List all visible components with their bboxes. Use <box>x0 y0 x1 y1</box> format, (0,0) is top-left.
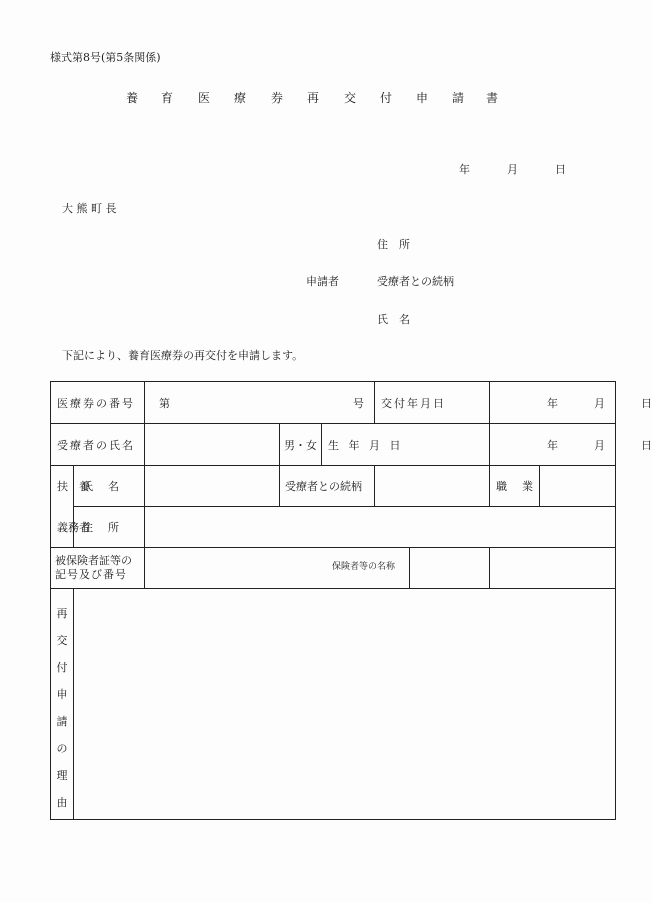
obligor-name-input[interactable] <box>145 466 280 507</box>
issue-date-label-cell <box>375 382 490 424</box>
reason-char: 理 <box>56 769 68 782</box>
obligor-relation-label-cell <box>280 466 375 507</box>
obligor-relation-label: 受療者との続柄 <box>285 480 362 493</box>
title-char: 医 <box>198 91 211 105</box>
issue-date-input[interactable] <box>490 382 652 424</box>
date-year-label: 年 <box>459 163 470 176</box>
obligor-job-label: 職 業 <box>496 480 536 493</box>
title-char: 交 <box>344 91 357 105</box>
obligor-address-label: 住 所 <box>82 521 121 534</box>
obligor-job-label-cell <box>490 466 540 507</box>
application-table <box>50 381 652 820</box>
cert-number-label-cell <box>51 382 145 424</box>
go-label: 号 <box>353 396 365 410</box>
birth-month-label: 月 <box>594 438 606 452</box>
insurer-name-input[interactable] <box>490 548 616 589</box>
table-row <box>51 382 616 424</box>
applicant-group-label: 申請者 <box>306 275 339 288</box>
support-obligor-label-2: 義務者 <box>57 520 90 534</box>
date-day-label: 日 <box>555 163 566 176</box>
sex-select-cell[interactable] <box>280 424 322 466</box>
issue-month-label: 月 <box>594 396 606 410</box>
insured-number-label-cell <box>51 548 145 589</box>
title-char: 養 <box>126 91 139 105</box>
birth-date-label: 生 年 月 日 <box>328 438 404 452</box>
addressee: 大 熊 町 長 <box>62 202 117 215</box>
obligor-name-label: 氏 名 <box>82 480 121 493</box>
applicant-name-label: 氏 名 <box>377 313 410 326</box>
reason-input[interactable] <box>74 589 616 820</box>
form-number-label: 様式第8号(第5条関係) <box>50 51 161 64</box>
reason-char: 交 <box>56 634 68 647</box>
title-char: 育 <box>161 91 174 105</box>
insurer-name-label-cell <box>410 548 490 589</box>
insurer-name-label: 保険者等の名称 <box>332 562 396 572</box>
patient-name-label-cell <box>51 424 145 466</box>
birth-year-label: 年 <box>547 438 559 452</box>
obligor-address-label-cell <box>74 507 145 548</box>
support-obligor-label-1: 扶 養 <box>57 480 90 494</box>
title-char: 申 <box>416 91 429 105</box>
title-char: 療 <box>234 91 247 105</box>
title-char: 書 <box>486 91 499 105</box>
table-row <box>51 424 616 466</box>
title-char: 券 <box>271 91 284 105</box>
cert-number-input[interactable] <box>145 382 375 424</box>
obligor-job-input[interactable] <box>540 466 616 507</box>
title-char: 再 <box>307 91 320 105</box>
obligor-address-input[interactable] <box>145 507 616 548</box>
obligor-relation-input[interactable] <box>375 466 490 507</box>
table-row <box>51 507 616 548</box>
reason-label <box>51 589 73 809</box>
birth-date-input[interactable] <box>490 424 652 466</box>
intro-text: 下記により、養育医療券の再交付を申請します。 <box>62 349 304 362</box>
applicant-address-label: 住 所 <box>377 238 410 251</box>
reason-char: 再 <box>56 607 68 620</box>
dai-label: 第 <box>159 396 170 410</box>
birth-date-label-cell <box>322 424 490 466</box>
insured-number-label-line1: 被保険者証等の <box>55 554 132 567</box>
page-title <box>126 89 498 105</box>
reason-char: 申 <box>56 688 68 701</box>
insured-number-label <box>51 554 144 582</box>
applicant-relationship-label: 受療者との続柄 <box>377 275 454 288</box>
issue-day-label: 日 <box>641 396 652 410</box>
insured-number-label-line2: 記号及び番号 <box>55 568 127 581</box>
support-label-cell <box>51 466 90 507</box>
title-char: 請 <box>452 91 465 105</box>
issue-date-label: 交付年月日 <box>381 396 447 410</box>
date-month-label: 月 <box>507 163 518 176</box>
patient-name-label: 受療者の氏名 <box>57 438 135 452</box>
cert-number-label: 医療券の番号 <box>57 396 135 410</box>
reason-char: 請 <box>56 715 68 728</box>
table-row <box>51 466 616 507</box>
sex-select: 男・女 <box>284 438 317 452</box>
issue-year-label: 年 <box>547 396 559 410</box>
birth-day-label: 日 <box>641 438 652 452</box>
reason-char: 由 <box>56 796 68 809</box>
obligor-name-label-cell <box>74 466 145 507</box>
patient-name-input[interactable] <box>145 424 280 466</box>
reason-char: の <box>56 742 68 755</box>
reason-label-cell <box>51 589 74 820</box>
title-char: 付 <box>380 91 393 105</box>
table-row <box>51 589 616 820</box>
support-label-cell-2 <box>51 507 90 548</box>
reason-char: 付 <box>56 661 68 674</box>
